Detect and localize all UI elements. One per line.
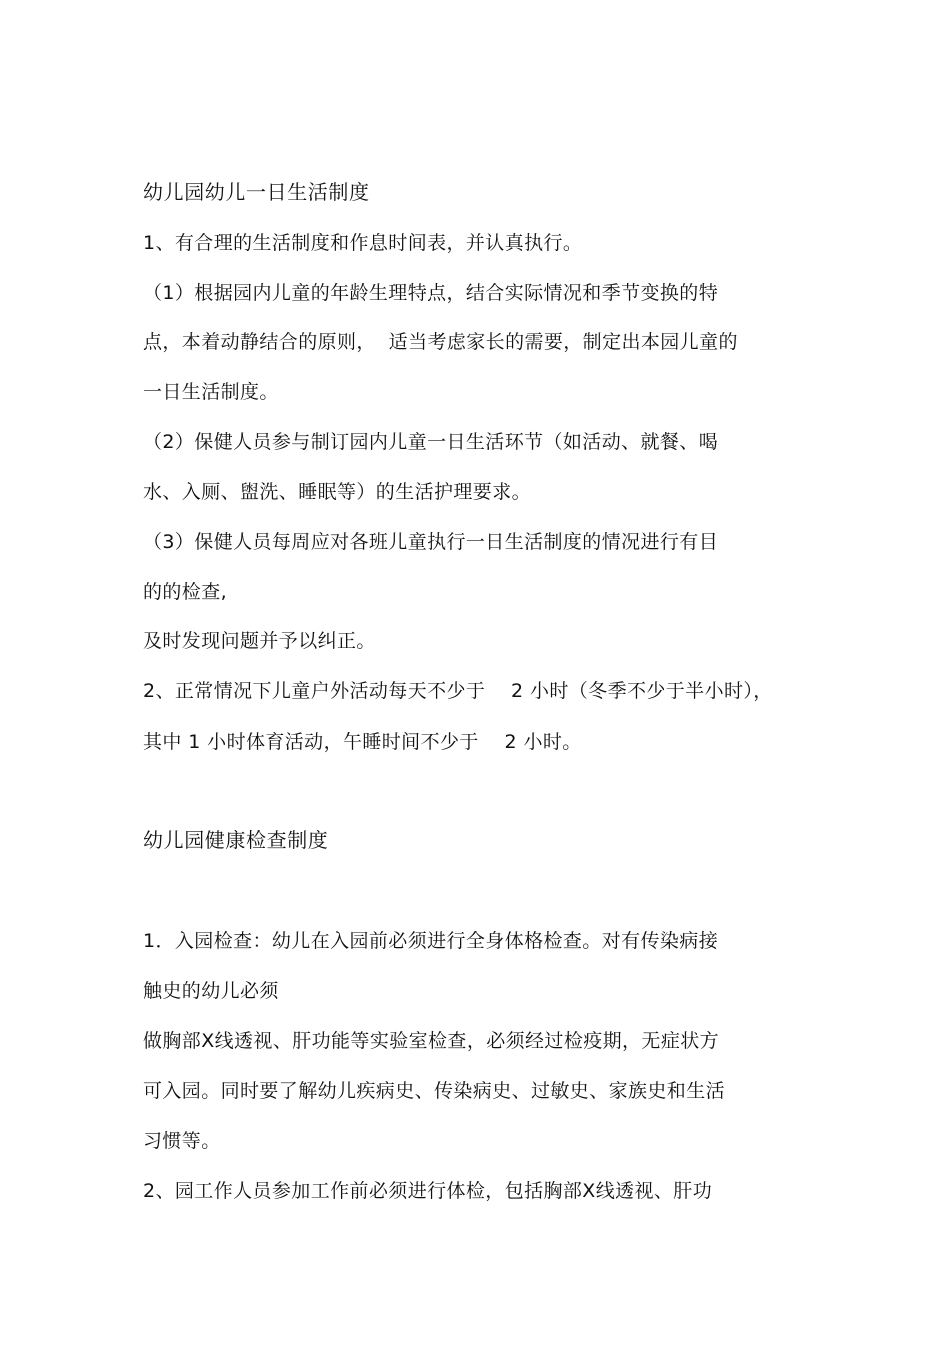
paragraph-line: 一日生活制度。 xyxy=(143,381,279,403)
paragraph-line: （1）根据园内儿童的年龄生理特点，结合实际情况和季节变换的特 xyxy=(143,282,719,304)
paragraph-line: 做胸部X线透视、肝功能等实验室检查，必须经过检疫期，无症状方 xyxy=(143,1030,720,1052)
paragraph-line: 其中 1 小时体育活动，午睡时间不少于 2 小时。 xyxy=(143,731,582,753)
paragraph-line: 点，本着动静结合的原则， 适当考虑家长的需要，制定出本园儿童的 xyxy=(143,331,738,353)
paragraph-line: 及时发现问题并予以纠正。 xyxy=(143,630,376,652)
paragraph-line: 2、园工作人员参加工作前必须进行体检，包括胸部X线透视、肝功 xyxy=(143,1180,713,1202)
paragraph-line: 2、正常情况下儿童户外活动每天不少于 2 小时（冬季不少于半小时）， xyxy=(143,680,773,702)
paragraph-line: 可入园。同时要了解幼儿疾病史、传染病史、过敏史、家族史和生活 xyxy=(143,1080,726,1102)
section-title-health-check: 幼儿园健康检查制度 xyxy=(143,828,329,852)
paragraph-line: 1．入园检查：幼儿在入园前必须进行全身体格检查。对有传染病接 xyxy=(143,930,719,952)
paragraph-line: 1、有合理的生活制度和作息时间表，并认真执行。 xyxy=(143,232,583,254)
paragraph-line: 触史的幼儿必须 xyxy=(143,980,279,1002)
paragraph-line: 水、入厕、盥洗、睡眠等）的生活护理要求。 xyxy=(143,481,532,503)
paragraph-line: （3）保健人员每周应对各班儿童执行一日生活制度的情况进行有目 xyxy=(143,531,719,553)
paragraph-line: 习惯等。 xyxy=(143,1130,221,1152)
paragraph-line: 的的检查, xyxy=(143,581,228,603)
paragraph-line: （2）保健人员参与制订园内儿童一日生活环节（如活动、就餐、喝 xyxy=(143,431,719,453)
section-title-daily-routine: 幼儿园幼儿一日生活制度 xyxy=(143,180,370,204)
